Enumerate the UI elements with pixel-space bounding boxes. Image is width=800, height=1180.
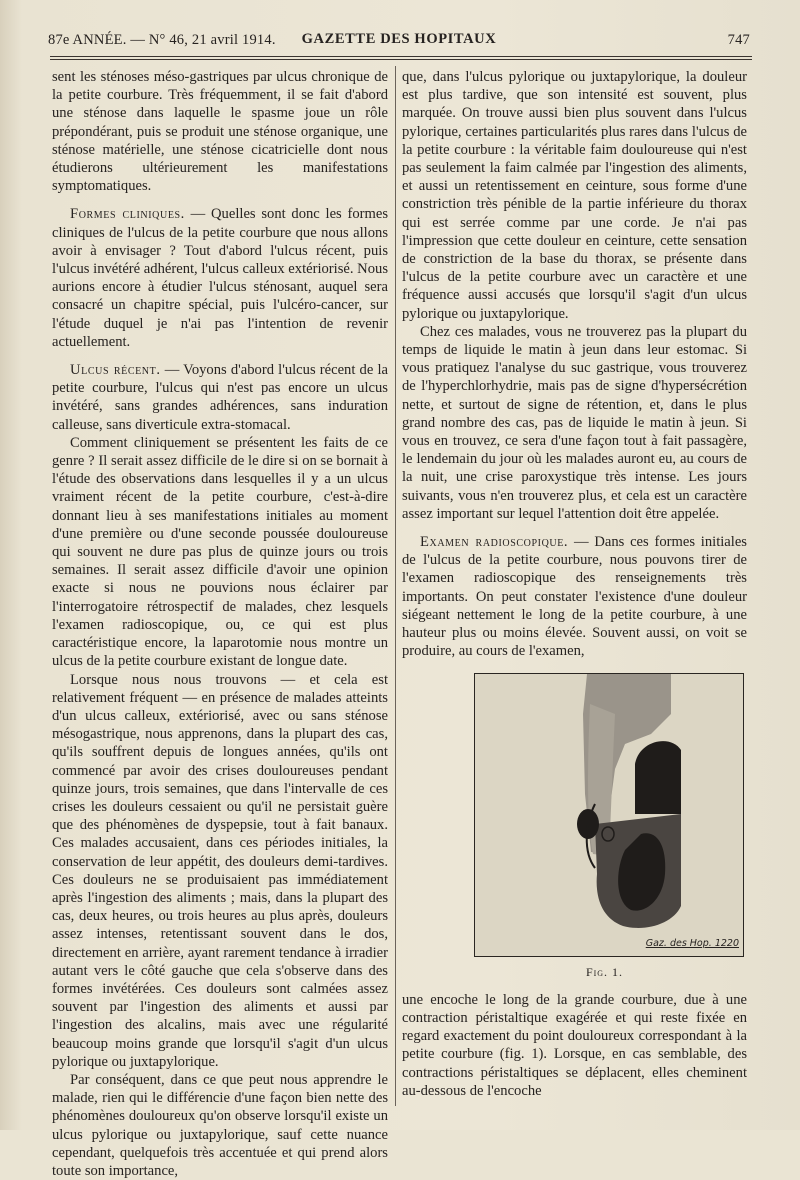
figure-credit: Gaz. des Hop. 1220 bbox=[645, 938, 739, 950]
left-paragraph-3: Comment cliniquement se présentent les faits de ce genre ? Il serait assez difficile de le dire si on se bornait à l'étude des observations dans lesquelles il y a un ulcus vraiment récent de la petite courbure, c'est-à-dire donnant lieu à ses manifestations initiales au moment d'une première ou d'une seconde poussée douloureuse qui souvent ne dure pas plus de quinze jours ou trois semaines. Il serait assez difficile d'avoir une opinion exacte si nous ne pouvions nous éclairer par l'interrogatoire rétrospectif de malades, chez lesquels l'examen radioscopique, ou, ce qui est plus caractéristique encore, la laparotomie nous montre un ulcus de la petite courbure existant de longue date. bbox=[52, 434, 388, 670]
column-divider bbox=[395, 66, 396, 1106]
ulcus-recent-paragraph bbox=[52, 361, 388, 434]
left-paragraph-5: Par conséquent, dans ce que peut nous apprendre le malade, rien qui le différencie d'une façon bien nette des phénomènes douloureux qu'on observe lorsqu'il existe un ulcus pylorique ou juxtapylorique, sauf cette nuance cependant, quelquefois très accentuée et qui prend alors toute son importance, bbox=[52, 1071, 388, 1179]
examen-radioscopique-text: — Dans ces formes initiales de l'ulcus de la petite courbure, nous pouvons tirer de l'examen radioscopique des renseignements très importants. On peut constater l'existence d'une douleur siégeant nettement le long de la petite courbure, à une hauteur plus ou moins élevée. Souvent aussi, on voit se produire, au cours de l'examen, bbox=[402, 534, 747, 660]
right-paragraph-1: que, dans l'ulcus pylorique ou juxtapylorique, la douleur est plus tardive, que son intensité est souvent, plus marquée. On trouve aussi bien plus souvent dans l'ulcus pylorique, certaines particularités plus rares dans l'ulcus de la petite courbure : la véritable faim douloureuse qui n'est pas seulement la faim calmée par l'ingestion des aliments, et aussi un retentissement en ceinture, sous forme d'une constriction très pénible de la partie inférieure du thorax qui est serrée comme par une corde. Je n'ai pas l'impression que cette douleur en ceinture, cette sensation de constriction de la base du thorax, se présente dans l'ulcus de la petite courbure avec un caractère et une fréquence aussi accusés que lorsqu'il s'agit d'un ulcus pylorique ou juxtapylorique. bbox=[402, 69, 747, 322]
page-number: 747 bbox=[727, 32, 750, 48]
formes-cliniques-paragraph bbox=[52, 205, 388, 351]
section-heading-formes-cliniques: Formes cliniques. bbox=[70, 206, 185, 223]
formes-cliniques-text: — Quelles sont donc les formes cliniques de l'ulcus de la petite courbure que nous allons avoir à envisager ? Tout d'abord l'ulcus récent, puis l'ulcus invétéré adhérent, l'ulcus calleux extériorisé. Nous aurions encore à étudier l'ulcus sténosant, auquel sera consacré un chapitre spécial, puis l'ulcéro-cancer, sur l'étude duquel je n'ai pas l'intention de revenir actuellement. bbox=[52, 206, 388, 350]
examen-radioscopique-paragraph bbox=[402, 533, 747, 660]
section-heading-ulcus-recent: Ulcus récent. bbox=[70, 362, 161, 379]
right-paragraph-4: une encoche le long de la grande courbure, due à une contraction péristaltique exagérée et qui reste fixée en regard exactement du point douloureux correspondant à la petite courbure (fig. 1). Lorsque, en cas semblable, des contractions péristaltiques se déplacent, elles cheminent au-dessous de l'encoche bbox=[402, 991, 747, 1099]
stomach-radiograph-illustration bbox=[475, 674, 743, 956]
figure-caption: Fig. 1. bbox=[585, 964, 624, 979]
ulcus-recent-text: — Voyons d'abord l'ulcus récent de la petite courbure, l'ulcus qui n'est pas encore un ulcus invétéré, sans grandes adhérences, sans induration calleuse, sans diverticule extra-stomacal. bbox=[52, 362, 388, 433]
section-heading-examen-radioscopique: Examen radioscopique. bbox=[420, 534, 569, 551]
left-column bbox=[52, 68, 388, 1180]
running-header bbox=[48, 30, 750, 54]
left-paragraph-1: sent les sténoses méso-gastriques par ulcus chronique de la petite courbure. Très fréquemment, il se fait d'abord une sténose dans laquelle le spasme joue un rôle prépondérant, puis se produit une sténose organique, une sténose matérielle, une sténose cicatricielle dont nous étudierons ultérieurement les manifestations symptomatiques. bbox=[52, 69, 388, 195]
header-rule-bottom bbox=[50, 59, 752, 60]
right-column bbox=[402, 68, 747, 1100]
left-paragraph-4: Lorsque nous nous trouvons — et cela est relativement fréquent — en présence de malades atteints d'un ulcus calleux, extériorisé, avec ou sans sténose mésogastrique, nous apprenons, dans la plupart des cas, qu'ils souffrent depuis de longues années, qu'ils ont commencé par avoir des crises douloureuses pendant quinze jours, trois semaines, que dans l'intervalle de ces crises les douleurs cessaient ou qu'il ne persistait guère que des phénomènes de dyspepsie, tout à fait banaux. Ces malades accusaient, dans ces périodes initiales, la conservation de leur appétit, des douleurs demi-tardives. Ces douleurs ne se produisaient pas immédiatement après l'ingestion des aliments ; mais, dans la plupart des cas, deux heures, ou trois heures au plus après, douleurs assez intenses, retentissant souvent dans le dos, directement en arrière, ayant rarement tendance à irradier autant vers le côté gauche que cela s'observe dans des formes invétérées. Ces douleurs sont calmées assez souvent par l'ingestion des aliments et aussi par l'ingestion des alcalins, mais avec une régularité beaucoup moins grande que lorsqu'il s'agit d'un ulcus pylorique ou juxtapylorique. bbox=[52, 671, 388, 1070]
right-paragraph-2: Chez ces malades, vous ne trouverez pas la plupart du temps de liquide le matin à jeun dans leur estomac. Si vous pratiquez l'analyse du suc gastrique, vous trouverez de l'hyperchlorhydrie, mais pas de signe d'hypersécrétion nette, et surtout de signe de rétention, et, dans le plus grand nombre des cas, pas de liquide le matin à jeun. Si vous en trouvez, ce sera d'une façon tout à fait passagère, le lendemain du jour où les malades auront eu, au cours de la nuit, une crise paroxystique très intense. Les jours suivants, vous n'en trouverez plus, et cela est un caractère assez important sur lequel l'attention doit être appelée. bbox=[402, 323, 747, 522]
radiograph-figure bbox=[474, 673, 744, 957]
journal-title: GAZETTE DES HOPITAUX bbox=[301, 31, 497, 47]
issue-line: 87e ANNÉE. — N° 46, 21 avril 1914. bbox=[48, 32, 276, 48]
header-rule-top bbox=[50, 56, 752, 57]
